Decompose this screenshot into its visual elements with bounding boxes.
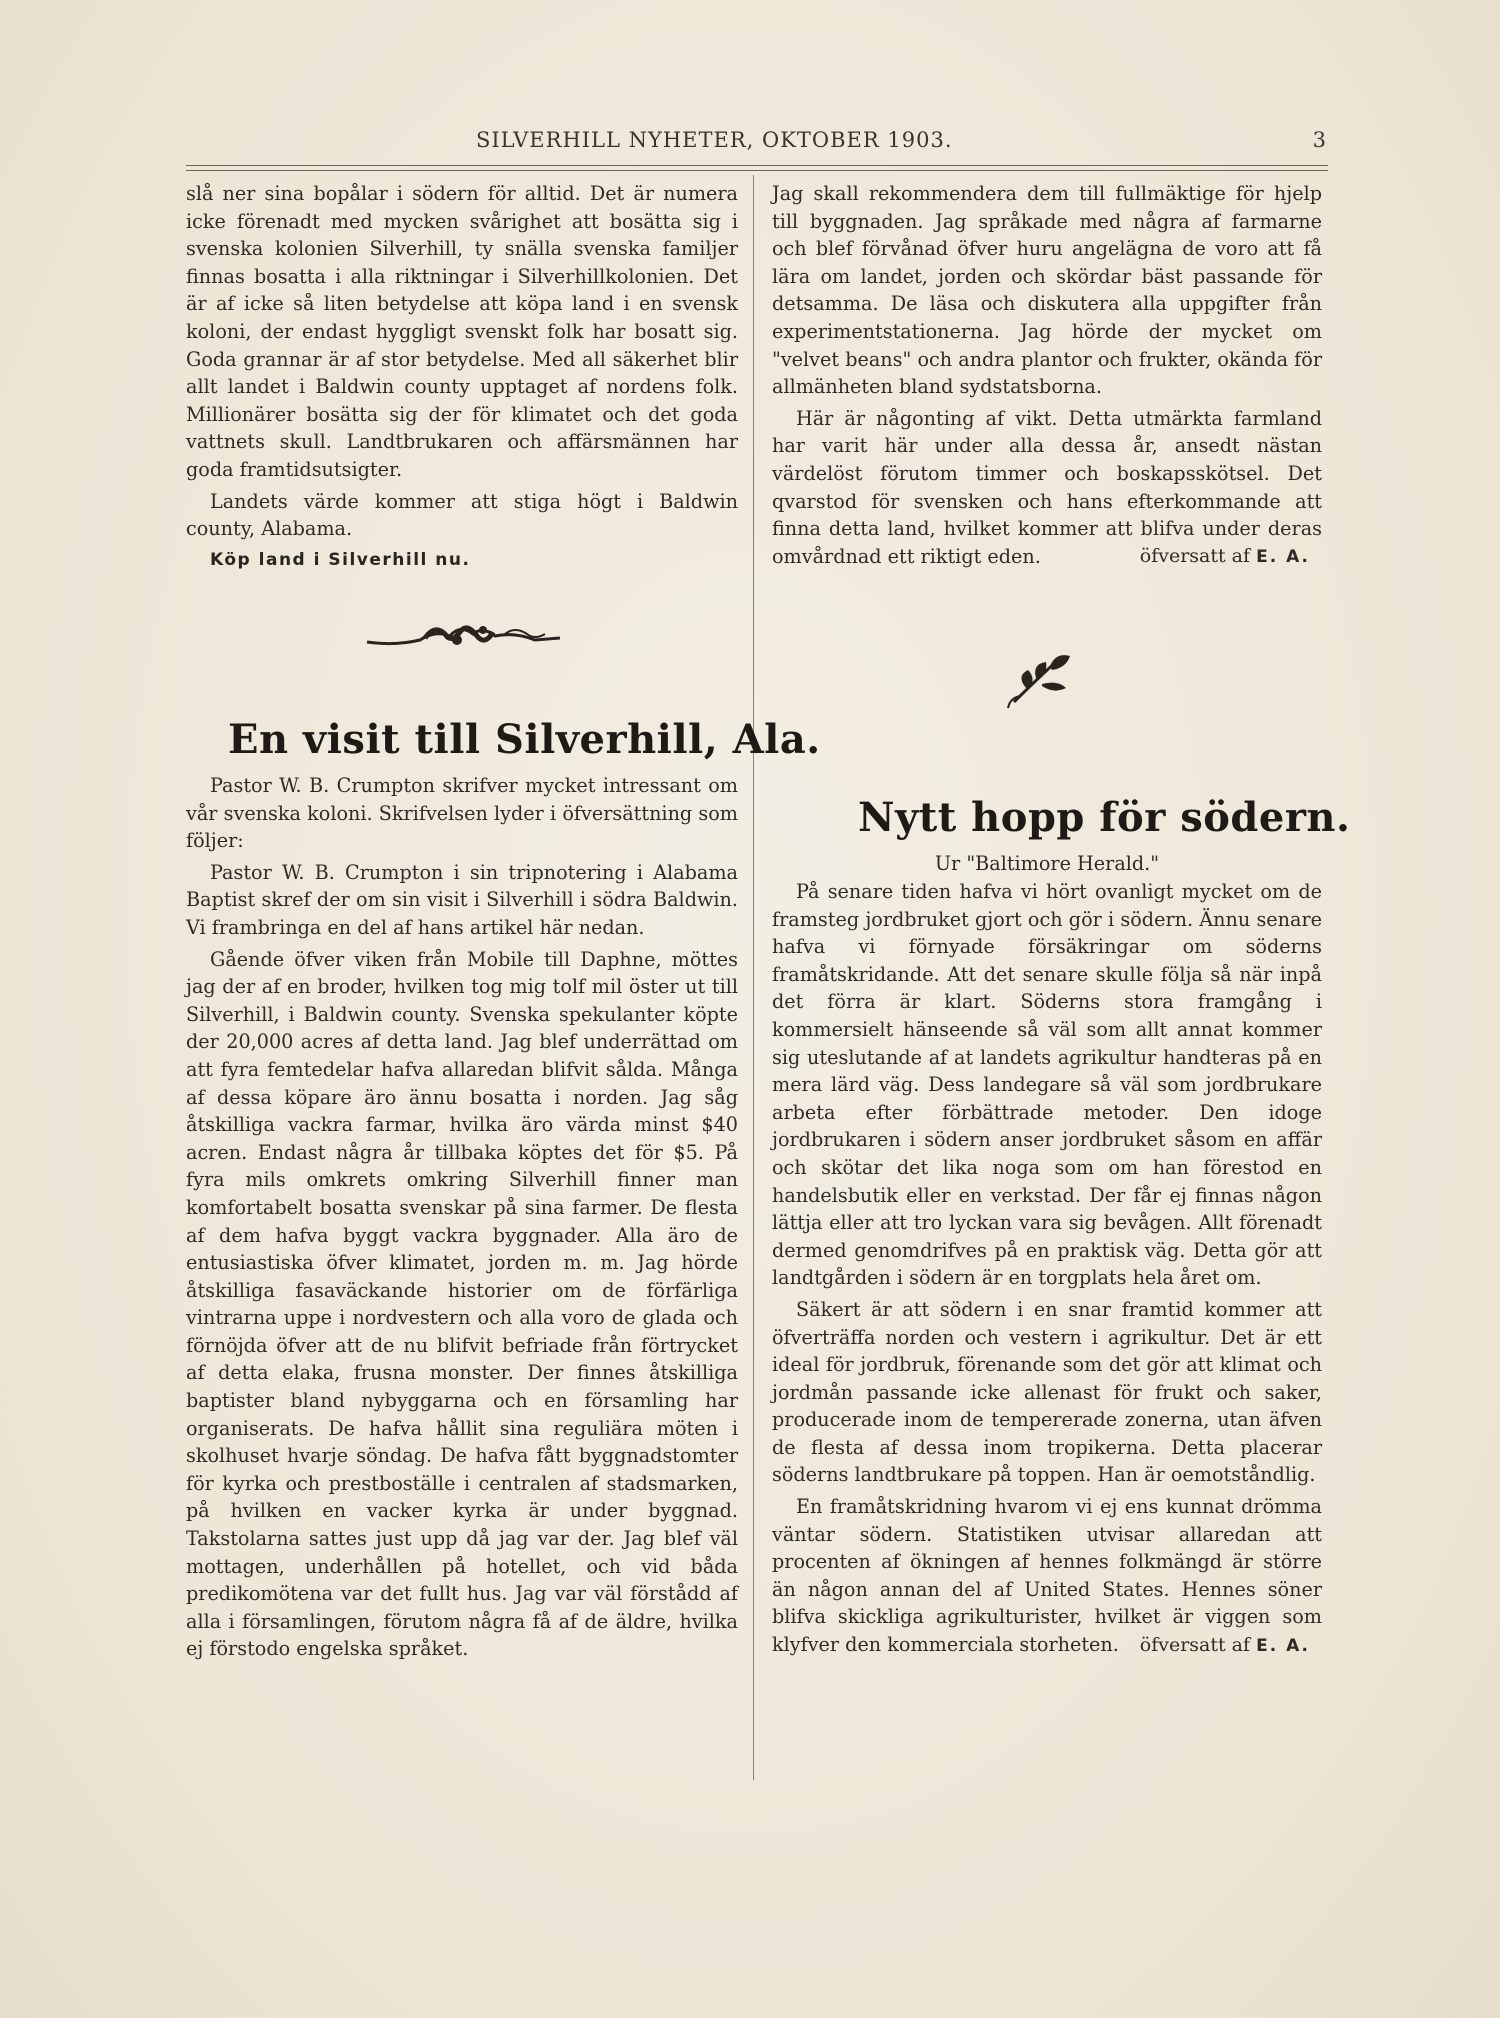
header-rule-top	[186, 165, 1328, 166]
article1-paragraph-3: Gående öfver viken från Mobile till Daphne, möttes jag der af en broder, hvilken tog mig tolf mil öster ut till Silverhill, i Baldwin county. Svenska spekulanter köpte der 20,000 acres af detta land. Jag blef underrättad om att fyra femtedelar hafva allaredan blifvit sålda. Många af dessa köpare äro ännu bosatta i norden. Jag såg åtskilliga vackra farmar, hvilka äro värda minst $40 acren. Endast några år tillbaka köptes det för $5. På fyra mils omkrets omkring Silverhill finner man komfortabelt bosatta svenskar på sina farmer. De flesta af dem hafva byggt vackra byggnader. Alla äro de entusiastiska öfver klimatet, jorden m. m. Jag hörde åtskilliga fasaväckande historier om de förfärliga vintrarna uppe i nordvestern och alla voro de glada och förnöjda öfver att de nu blifvit befriade från förtrycket af detta elaka, frusna monster. Der finnes åtskilliga baptister bland nybyggarna och en församling har organiserats. De hafva hållit sina reguliära möten i skolhuset hvarje söndag. De hafva fått byggnadstomter för kyrka och prestboställe i centralen af stadsmarken, på hvilken en vacker kyrka är under byggnad. Takstolarna sattes just upp då jag var der. Jag blef väl mottagen, underhållen på hotellet, och vid båda predikomötena var det fullt hus. Jag var väl förstådd af alla i församlingen, förutom några få af de äldre, hvilka ej förstodo engelska språket.	[186, 947, 738, 1661]
left-top-paragraph-1: slå ner sina bopålar i södern för alltid. Det är numera icke förenadt med mycken svårighet att bosätta sig i svenska kolonien Silverhill, ty snälla svenska familjer finnas bosatta i alla riktningar i Silverhillkolonien. Det är af icke så liten betydelse att köpa land i en svensk koloni, der endast hyggligt svenskt folk har bosatt sig. Goda grannar är af stor betydelse. Med all säkerhet blir allt landet i Baldwin county upptaget af nordens folk. Millionärer bosätta sig der för klimatet och det goda vattnets skull. Landtbrukaren och affärsmännen har goda framtidsutsigter.	[186, 182, 738, 481]
left-top-block	[186, 180, 738, 578]
right-top-paragraph-1: Jag skall rekommendera dem till fullmäktige för hjelp till byggnaden. Jag språkade med några af farmarne och blef förvånad öfver huru angelägna de voro att få lära om landet, jorden och skördar bäst passande för detsamma. De läsa och diskutera alla uppgifter från experimentstationerna. Jag hörde der mycket om "velvet beans" och andra plantor och frukter, okända för allmänheten bland sydstatsborna.	[772, 182, 1322, 399]
left-top-paragraph-2: Landets värde kommer att stiga högt i Baldwin county, Alabama.	[186, 489, 738, 541]
article1-headline: En visit till Silverhill, Ala.	[228, 716, 821, 763]
column-divider	[753, 175, 754, 1780]
article2-paragraph-3: En framåtskridning hvarom vi ej ens kunnat drömma väntar södern. Statistiken utvisar allaredan att procenten af ökningen af hennes folkmängd är större än någon annan del af United States. Hennes söner blifva skickliga agrikulturister, hvilket är viggen som klyfver den kommerciala storheten.	[772, 1495, 1322, 1657]
page-number: 3	[1312, 128, 1326, 152]
translator-initials: E. A.	[1256, 547, 1310, 568]
article2-paragraph-1: På senare tiden hafva vi hört ovanligt mycket om de framsteg jordbruket gjort och gör i södern. Ännu senare hafva vi förnyade försäkringar om söderns framåtskridande. Att det senare skulle följa så när inpå det förra är klart. Söderns stora framgång i kommersielt hänseende så väl som allt annat kommer sig uteslutande af at landets agrikultur handteras på en mera lärd väg. Dess landegare så väl som jordbrukare arbeta efter förbättrade metoder. Den idoge jordbrukaren i södern anser jordbruket såsom en affär och skötar det lika noga som om han förestod en handelsbutik eller en verkstad. Der får ej finnas någon lättja eller att tro lyckan vara sig bevågen. Allt förenadt dermed genomdrifves på en praktisk väg. Detta gör att landtgården i södern är en torgplats hela året om.	[772, 880, 1322, 1290]
article2-headline: Nytt hopp för södern.	[858, 794, 1351, 841]
header-rule-bottom	[186, 170, 1328, 171]
article2-translator-initials: E. A.	[1256, 1635, 1310, 1656]
article2-source: Ur "Baltimore Herald."	[934, 852, 1160, 875]
header-title: SILVERHILL NYHETER, OKTOBER 1903.	[476, 128, 953, 152]
article1-paragraph-2: Pastor W. B. Crumpton i sin tripnotering i Alabama Baptist skref der om sin visit i Silverhill i södra Baldwin. Vi frambringa en del af hans artikel här nedan.	[186, 860, 738, 939]
article2-body	[772, 878, 1322, 1664]
right-top-block	[772, 180, 1322, 576]
article2-paragraph-2: Säkert är att södern i en snar framtid kommer att öfverträffa norden och vestern i agrikultur. Det är ett ideal för jordbruk, förenande som det gör att klimat och jordmån passande icke allenast för frukt och saker, producerade inom de tempererade zonerna, utan äfven de flesta af dessa inom tropikerna. Detta placerar söderns landtbrukare på toppen. Han är oemotståndlig.	[772, 1297, 1322, 1487]
leaf-ornament	[1006, 650, 1084, 710]
article1-body	[186, 772, 738, 1667]
page-header	[186, 128, 1326, 158]
floral-divider-ornament	[365, 620, 565, 654]
article1-paragraph-1: Pastor W. B. Crumpton skrifver mycket intressant om vår svenska koloni. Skrifvelsen lyder i öfversättning som följer:	[186, 774, 738, 853]
article2-translator-prefix: öfversatt af	[1139, 1633, 1251, 1656]
slogan: Köp land i Silverhill nu.	[210, 549, 471, 570]
translator-prefix: öfversatt af	[1139, 545, 1251, 568]
right-top-paragraph-2: Här är någonting af vikt. Detta utmärkta farmland har varit här under alla dessa år, ansedt nästan värdelöst förutom timmer och boskapsskötsel. Det qvarstod för svensken och hans efterkommande att finna detta land, hvilket kommer att blifva under deras omvårdnad ett riktigt eden.	[772, 406, 1322, 568]
